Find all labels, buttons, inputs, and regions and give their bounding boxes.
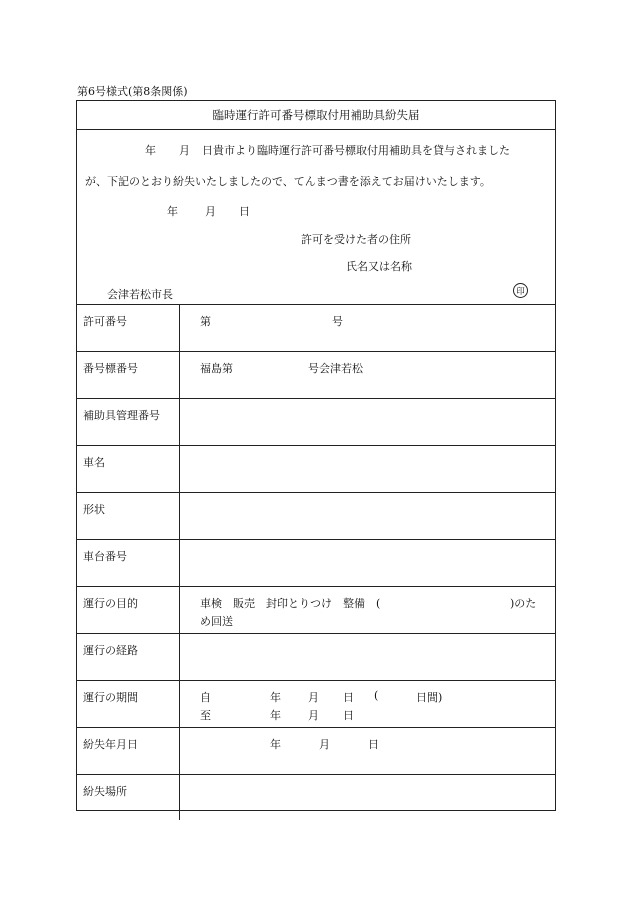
row-plate-number bbox=[77, 352, 555, 399]
period-days-open: ( bbox=[374, 689, 379, 702]
row-purpose bbox=[77, 587, 555, 634]
purpose-tail: )のた bbox=[510, 597, 537, 610]
chassis-number-field[interactable] bbox=[180, 540, 555, 586]
plate-suffix: 号会津若松 bbox=[308, 362, 363, 375]
lost-date-month: 月 bbox=[319, 738, 330, 751]
purpose-field[interactable] bbox=[180, 587, 555, 633]
row-permit-number bbox=[77, 305, 555, 352]
shape-label: 形状 bbox=[77, 493, 180, 539]
intro-month-unit: 月 bbox=[179, 144, 190, 157]
row-lost-date bbox=[77, 728, 555, 775]
lost-date-label: 紛失年月日 bbox=[77, 728, 180, 774]
applicant-name-label: 氏名又は名称 bbox=[346, 260, 412, 273]
period-to: 至 bbox=[200, 709, 211, 722]
period-to-year: 年 bbox=[270, 709, 281, 722]
form-number-label: 第6号様式(第8条関係) bbox=[77, 85, 188, 98]
car-name-label: 車名 bbox=[77, 446, 180, 492]
row-period bbox=[77, 681, 555, 728]
period-days-close: 日間) bbox=[416, 691, 443, 704]
period-from-day: 日 bbox=[343, 691, 354, 704]
period-from-month: 月 bbox=[308, 691, 319, 704]
permit-number-field[interactable] bbox=[180, 305, 555, 351]
lost-place-label: 紛失場所 bbox=[77, 775, 180, 820]
device-number-label: 補助具管理番号 bbox=[77, 399, 180, 445]
intro-line-2: が、下記のとおり紛失いたしましたので、てんまつ書を添えてお届けいたします。 bbox=[85, 175, 491, 188]
period-to-month: 月 bbox=[308, 709, 319, 722]
applicant-address-label: 許可を受けた者の住所 bbox=[301, 233, 411, 246]
addressee: 会津若松市長 bbox=[107, 288, 173, 301]
intro-line-1: 日貴市より臨時運行許可番号標取付用補助具を貸与されました bbox=[202, 144, 510, 157]
period-label: 運行の期間 bbox=[77, 681, 180, 727]
car-name-field[interactable] bbox=[180, 446, 555, 492]
notification-form bbox=[76, 100, 556, 811]
device-number-field[interactable] bbox=[180, 399, 555, 445]
date-month-unit: 月 bbox=[205, 205, 216, 218]
intro-year-unit: 年 bbox=[145, 144, 156, 157]
purpose-options: 車検 販売 封印とりつけ 整備 ( bbox=[200, 597, 381, 610]
lost-date-year: 年 bbox=[270, 738, 281, 751]
permit-dai: 第 bbox=[200, 315, 211, 328]
period-field[interactable] bbox=[180, 681, 555, 727]
route-label: 運行の経路 bbox=[77, 634, 180, 680]
row-device-number bbox=[77, 399, 555, 446]
row-route bbox=[77, 634, 555, 681]
permit-number-label: 許可番号 bbox=[77, 305, 180, 351]
row-car-name bbox=[77, 446, 555, 493]
intro-section bbox=[77, 130, 555, 305]
date-year-unit: 年 bbox=[167, 205, 178, 218]
period-from-year: 年 bbox=[270, 691, 281, 704]
route-field[interactable] bbox=[180, 634, 555, 680]
plate-prefix: 福島第 bbox=[200, 362, 233, 375]
purpose-line-2: め回送 bbox=[200, 615, 233, 628]
lost-date-day: 日 bbox=[368, 738, 379, 751]
shape-field[interactable] bbox=[180, 493, 555, 539]
plate-number-label: 番号標番号 bbox=[77, 352, 180, 398]
lost-place-field[interactable] bbox=[180, 775, 555, 820]
period-to-day: 日 bbox=[343, 709, 354, 722]
chassis-number-label: 車台番号 bbox=[77, 540, 180, 586]
seal-mark: 印 bbox=[513, 283, 528, 298]
date-day-unit: 日 bbox=[239, 205, 250, 218]
lost-date-field[interactable] bbox=[180, 728, 555, 774]
row-chassis-number bbox=[77, 540, 555, 587]
row-lost-place bbox=[77, 775, 555, 820]
permit-go: 号 bbox=[332, 315, 343, 328]
purpose-label: 運行の目的 bbox=[77, 587, 180, 633]
plate-number-field[interactable] bbox=[180, 352, 555, 398]
form-title: 臨時運行許可番号標取付用補助具紛失届 bbox=[77, 101, 555, 130]
row-shape bbox=[77, 493, 555, 540]
period-from: 自 bbox=[200, 691, 211, 704]
